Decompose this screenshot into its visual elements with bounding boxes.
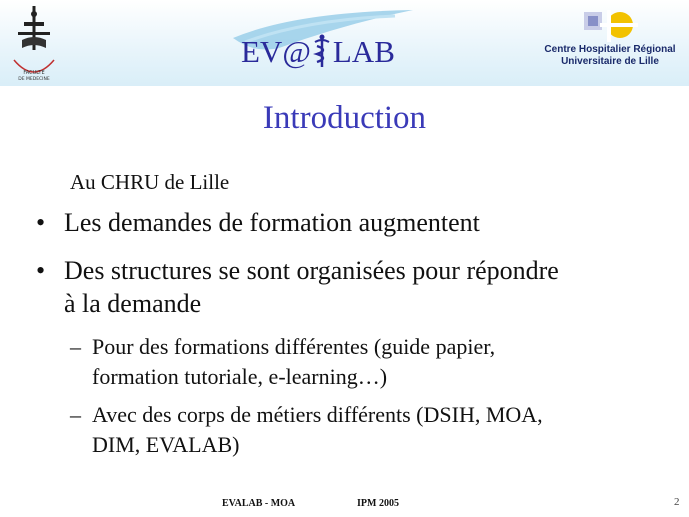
chru-logo: [580, 8, 640, 44]
svg-text:FACULTE: FACULTE: [23, 70, 45, 76]
hospital-name-line1: Centre Hospitalier Régional: [544, 44, 676, 55]
bullet-marker: •: [36, 208, 46, 237]
evalab-wordmark: [241, 34, 395, 70]
hospital-name: [530, 44, 689, 68]
bullet-text: [64, 254, 559, 320]
footer-event-text: IPM 2005: [357, 498, 399, 509]
bullet-line: Les demandes de formation augmentent: [64, 208, 480, 237]
sub-bullet-marker: –: [70, 334, 81, 359]
sub-bullet-item: [70, 332, 670, 394]
bullet-line: Des structures se sont organisées pour répondre: [64, 256, 559, 285]
caduceus-icon: [311, 34, 333, 68]
evalab-logo: [225, 8, 425, 80]
page-number: 2: [674, 496, 680, 508]
sub-bullet-line: Avec des corps de métiers différents (DSIH, MOA,: [92, 402, 543, 427]
bullet-line: à la demande: [64, 289, 202, 318]
sub-bullet-line: Pour des formations différentes (guide papier,: [92, 334, 496, 359]
bullet-item: [36, 206, 656, 242]
sub-bullet-line: DIM, EVALAB): [92, 432, 240, 457]
sub-bullet-marker: –: [70, 402, 81, 427]
brand-text-before: EV@: [241, 34, 311, 69]
hospital-name-line2: Universitaire de Lille: [561, 56, 659, 67]
slide-title: Introduction: [262, 100, 427, 136]
footer-left-text: EVALAB - MOA: [222, 498, 296, 509]
bullet-item: [36, 254, 656, 324]
sub-bullet-text: [92, 400, 543, 460]
bullet-text: [64, 206, 480, 239]
intro-text: Au CHRU de Lille: [70, 170, 230, 194]
brand-text-after: LAB: [332, 34, 395, 69]
svg-text:DE MEDECINE: DE MEDECINE: [18, 77, 50, 82]
slide-header: [0, 0, 689, 86]
sub-bullet-item: [70, 400, 670, 462]
faculty-logo: [8, 4, 60, 86]
sub-bullet-text: [92, 332, 495, 392]
bullet-marker: •: [36, 256, 46, 285]
sub-bullet-line: formation tutoriale, e-learning…): [92, 364, 388, 389]
